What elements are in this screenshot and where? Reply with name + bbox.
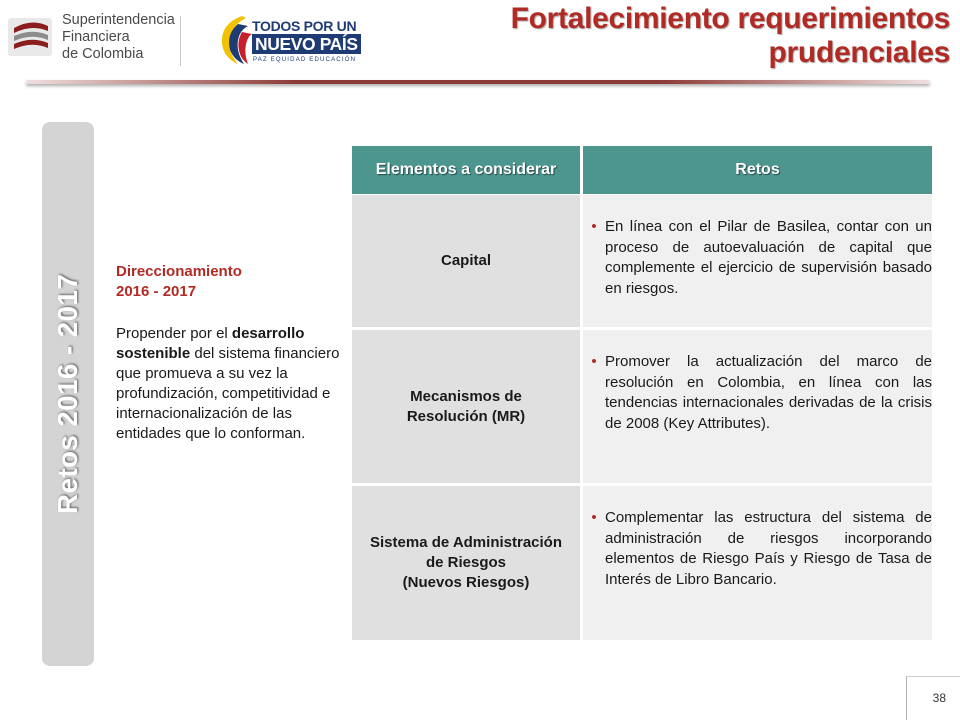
government-logo (212, 10, 358, 68)
sfc-emblem-icon (6, 14, 56, 60)
reto-item (583, 352, 932, 434)
side-title-bar (42, 122, 94, 666)
header-divider (26, 80, 930, 84)
table-cell-element (352, 486, 580, 640)
reto-text: Promover la actualización del marco de resolución en Colombia, en línea con las tendencias internacionales derivadas de la crisis de 2008 (Key Attributes). (605, 353, 932, 432)
page-number-box (906, 676, 960, 720)
page-title-line-1: Fortalecimiento requerimientos (510, 2, 950, 35)
challenges-table (352, 146, 932, 640)
page-title-line-2: prudenciales (768, 36, 950, 69)
reto-item (583, 217, 932, 299)
table-cell-element-line-2: (Nuevos Riesgos) (402, 574, 530, 591)
table-row (352, 330, 932, 483)
gov-logo-line-3: PAZ EQUIDAD EDUCACIÓN (253, 57, 357, 63)
table-cell-element: Capital (352, 195, 580, 327)
table-cell-reto (583, 330, 932, 483)
reto-text: En línea con el Pilar de Basilea, contar con un proceso de autoevaluación de capital que complemente el ejercicio de supervisión basado en riesgos. (605, 218, 932, 297)
colombia-flag-swirl-icon (212, 10, 256, 68)
gov-logo-line-1: TODOS POR UN (252, 18, 357, 34)
bullet-icon: • (591, 353, 597, 370)
direction-body-start: Propender por el (116, 325, 232, 342)
table-cell-element-line-1: Sistema de Administración de Riesgos (370, 534, 562, 571)
reto-text: Complementar las estructura del sistema de administración de riesgos incorporando elementos de Riesgo País y Riesgo de Tasa de Interés de Libro Bancario. (605, 509, 932, 588)
direction-text-block (116, 262, 342, 444)
direction-body-bold: desarrollo sostenible (116, 325, 305, 362)
table-cell-reto (583, 486, 932, 640)
sfc-logo-line-2: Financiera (62, 28, 130, 45)
table-header-elements: Elementos a considerar (352, 146, 580, 194)
direction-body (116, 324, 342, 444)
sfc-logo (6, 10, 178, 64)
table-cell-element: Mecanismos de Resolución (MR) (352, 330, 580, 483)
side-vertical-title: Retos 2016 - 2017 (52, 273, 83, 515)
table-row (352, 486, 932, 640)
bullet-icon: • (591, 509, 597, 526)
table-cell-reto (583, 195, 932, 327)
reto-item (583, 508, 932, 590)
table-header-retos: Retos (583, 146, 932, 194)
logo-divider (180, 16, 181, 66)
direction-title: Direccionamiento (116, 263, 242, 280)
gov-logo-line-2: NUEVO PAÍS (252, 34, 361, 54)
direction-body-end: del sistema financiero que promueva a su vez la profundización, competitividad e internacionalización de las entidades que lo conforman. (116, 345, 340, 442)
page-number: 38 (932, 691, 946, 705)
table-row (352, 195, 932, 327)
bullet-icon: • (591, 218, 597, 235)
sfc-logo-line-3: de Colombia (62, 45, 144, 62)
page-title (511, 2, 950, 70)
sfc-logo-line-1: Superintendencia (62, 11, 175, 28)
direction-years: 2016 - 2017 (116, 283, 197, 300)
sfc-logo-text (62, 12, 175, 63)
